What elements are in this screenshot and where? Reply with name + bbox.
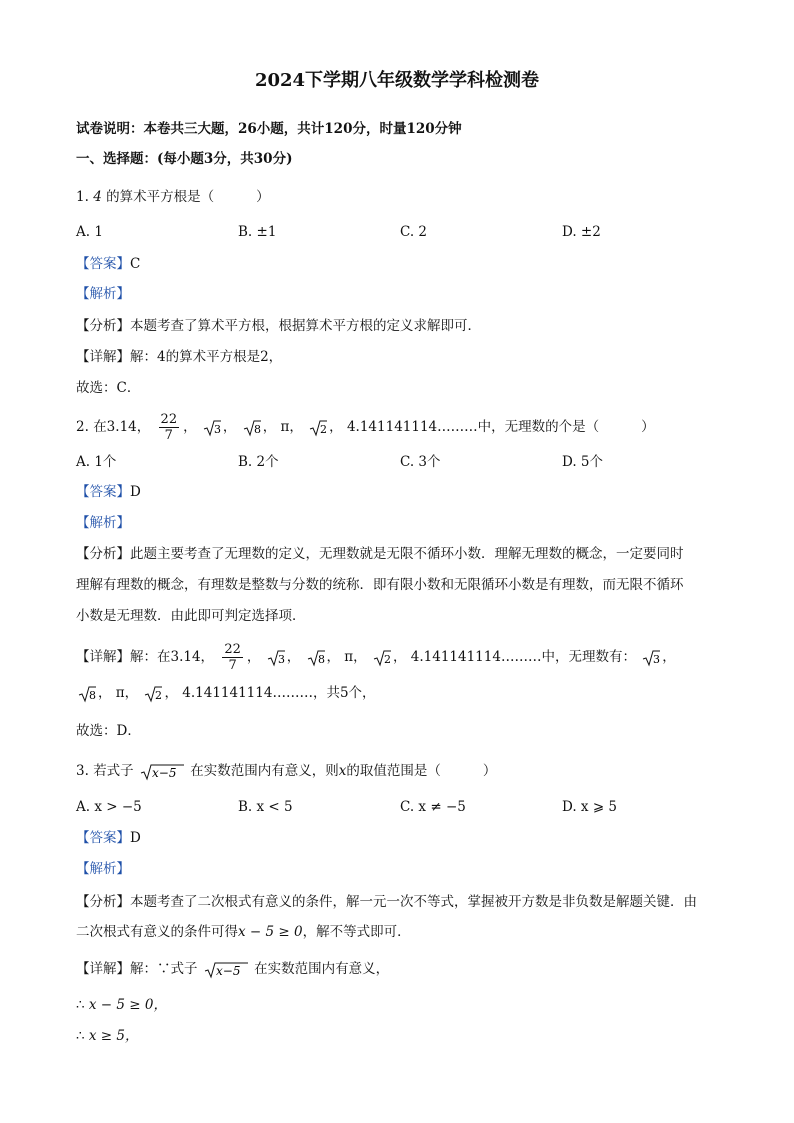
question-number: 1. (76, 189, 89, 205)
detail-tag: 【详解】 (76, 649, 130, 665)
question-text: 若式子 (93, 763, 134, 779)
close-paren: ） (641, 419, 655, 435)
math-value: 4 (93, 189, 102, 205)
answer-tag: 【答案】 (76, 256, 130, 272)
fenxi-tag: 【分析】 (76, 546, 130, 562)
detail-text: 在实数范围内有意义， (254, 961, 390, 977)
option-c: C. 3个 (400, 454, 441, 470)
detail-tag: 【详解】 (76, 961, 130, 977)
answer-line (76, 254, 140, 274)
radicand: x−5 (215, 963, 241, 978)
question-text: 的取值范围是（ (346, 763, 441, 779)
inequality: x − 5 ≥ 0 (238, 924, 303, 940)
inequality: x − 5 ≥ 0， (88, 997, 167, 1013)
answer-value: C (130, 256, 141, 272)
comma: ， (326, 649, 340, 665)
pi-symbol: π (344, 649, 354, 665)
comma: ， (124, 685, 139, 701)
detail-text: 解： (130, 961, 157, 977)
close-paren: ） (256, 189, 270, 205)
radicand: 2 (155, 688, 163, 702)
sqrt-symbol (309, 419, 327, 437)
step-2 (76, 1026, 139, 1046)
sqrt-symbol (373, 649, 391, 667)
radicand: 2 (320, 422, 328, 436)
detail-text: 4.141141114………中，无理数有： (410, 649, 636, 665)
detail-line-2 (76, 683, 376, 703)
answer-tag: 【答案】 (76, 484, 130, 500)
comma: ， (329, 419, 343, 435)
close-paren: ） (482, 763, 497, 779)
question-2 (76, 412, 655, 443)
option-a: A. x > −5 (76, 799, 142, 815)
radicand: 8 (317, 652, 325, 666)
option-a: A. 1 (76, 224, 103, 240)
comma: ， (289, 419, 303, 435)
radicand: 8 (253, 422, 261, 436)
sqrt-symbol (203, 419, 221, 437)
radicand: 8 (89, 688, 96, 702)
question-text: 在实数范围内有意义，则 (190, 763, 339, 779)
question-number: 3. (76, 763, 89, 779)
detail-text: 解：4的算术平方根是2， (130, 349, 283, 365)
comma: ， (662, 649, 676, 665)
option-a: A. 1个 (76, 454, 117, 470)
fenxi-tag: 【分析】 (76, 318, 130, 334)
radicand: 3 (653, 652, 661, 666)
fenxi-line-2 (76, 922, 411, 942)
comma: ， (164, 685, 178, 701)
analysis-tag: 【解析】 (76, 515, 130, 531)
comma: ， (98, 685, 112, 701)
comma: ， (262, 419, 277, 435)
fraction (159, 412, 180, 443)
fenxi-text: ，解不等式即可． (302, 924, 411, 940)
because-symbol: ∵ (157, 961, 171, 977)
answer-tag: 【答案】 (76, 830, 130, 846)
step-1 (76, 995, 167, 1015)
sqrt-symbol (267, 649, 285, 667)
conclusion: 故选：C． (76, 380, 141, 396)
radicand: 2 (383, 652, 391, 666)
answer-line (76, 482, 141, 502)
sqrt-symbol (642, 649, 660, 667)
denominator: 7 (164, 428, 173, 443)
sqrt-symbol (307, 649, 325, 667)
detail-text: 式子 (170, 961, 198, 977)
option-b: B. x < 5 (238, 799, 293, 815)
detail-tag: 【详解】 (76, 349, 130, 365)
question-text: 的算术平方根是（ (106, 189, 215, 205)
comma: ， (183, 419, 197, 435)
option-b: B. 2个 (238, 454, 279, 470)
detail-text: 4.141141114………，共5个， (182, 685, 376, 701)
analysis-tag: 【解析】 (76, 861, 130, 877)
comma: ， (246, 649, 261, 665)
sqrt-symbol (140, 763, 184, 781)
comma: ， (286, 649, 301, 665)
option-b: B. ±1 (238, 224, 277, 240)
option-c: C. 2 (400, 224, 428, 240)
fenxi-text: 此题主要考查了无理数的定义，无理数就是无限不循环小数．理解无理数的概念，一定要同时 (130, 546, 684, 562)
exam-title: 2024下学期八年级数学学科检测卷 (254, 70, 540, 91)
sqrt-symbol (144, 685, 162, 703)
answer-line (76, 828, 141, 848)
fenxi-text: 二次根式有意义的条件可得 (76, 924, 238, 940)
conclusion: 故选：D． (76, 723, 141, 739)
fenxi-line-3: 小数是无理数．由此即可判定选择项． (76, 608, 306, 624)
fenxi-line (76, 316, 481, 336)
option-c: C. x ≠ −5 (400, 799, 466, 815)
fraction (222, 642, 243, 673)
comma: ， (392, 649, 407, 665)
numerator: 22 (224, 642, 241, 657)
question-text: 4.141141114………中，无理数的个是（ (346, 419, 600, 435)
answer-value: D (130, 830, 141, 846)
fenxi-tag: 【分析】 (76, 894, 130, 910)
pi-symbol: π (115, 685, 125, 701)
option-d: D. ±2 (562, 224, 601, 240)
fenxi-line (76, 892, 697, 912)
section-heading: 一、选择题：(每小题3分，共30分) (76, 151, 293, 167)
sqrt-symbol (243, 419, 261, 437)
inequality: x ≥ 5， (88, 1028, 139, 1044)
question-3 (76, 761, 496, 781)
fenxi-line (76, 544, 684, 564)
radicand: 3 (213, 422, 221, 436)
radicand: x−5 (151, 765, 177, 780)
numerator: 22 (160, 412, 178, 427)
question-text: 在3.14， (93, 419, 151, 435)
therefore-symbol: ∴ (76, 997, 85, 1013)
sqrt-symbol (78, 685, 96, 703)
detail-line (76, 347, 282, 367)
therefore-symbol: ∴ (76, 1028, 85, 1044)
fenxi-text: 本题考查了二次根式有意义的条件，解一元一次不等式，掌握被开方数是非负数是解题关键．由 (130, 894, 697, 910)
sqrt-symbol (204, 961, 248, 979)
detail-text: 解：在3.14， (130, 649, 215, 665)
comma: ， (222, 419, 237, 435)
denominator: 7 (228, 658, 237, 673)
answer-value: D (130, 484, 141, 500)
option-d: D. x ⩾ 5 (562, 799, 618, 815)
detail-line (76, 642, 676, 673)
question-number: 2. (76, 419, 89, 435)
fenxi-text: 本题考查了算术平方根，根据算术平方根的定义求解即可． (130, 318, 481, 334)
question-1 (76, 187, 270, 207)
radicand: 3 (277, 652, 285, 666)
comma: ， (353, 649, 367, 665)
variable: x (338, 763, 347, 779)
fenxi-line-2: 理解有理数的概念，有理数是整数与分数的统称．即有限小数和无限循环小数是有理数，而无限不循环 (76, 577, 684, 593)
option-d: D. 5个 (562, 454, 604, 470)
pi-symbol: π (280, 419, 290, 435)
exam-instructions: 试卷说明：本卷共三大题，26小题，共计120分，时量120分钟 (76, 121, 462, 137)
detail-line (76, 959, 389, 979)
analysis-tag: 【解析】 (76, 286, 130, 302)
